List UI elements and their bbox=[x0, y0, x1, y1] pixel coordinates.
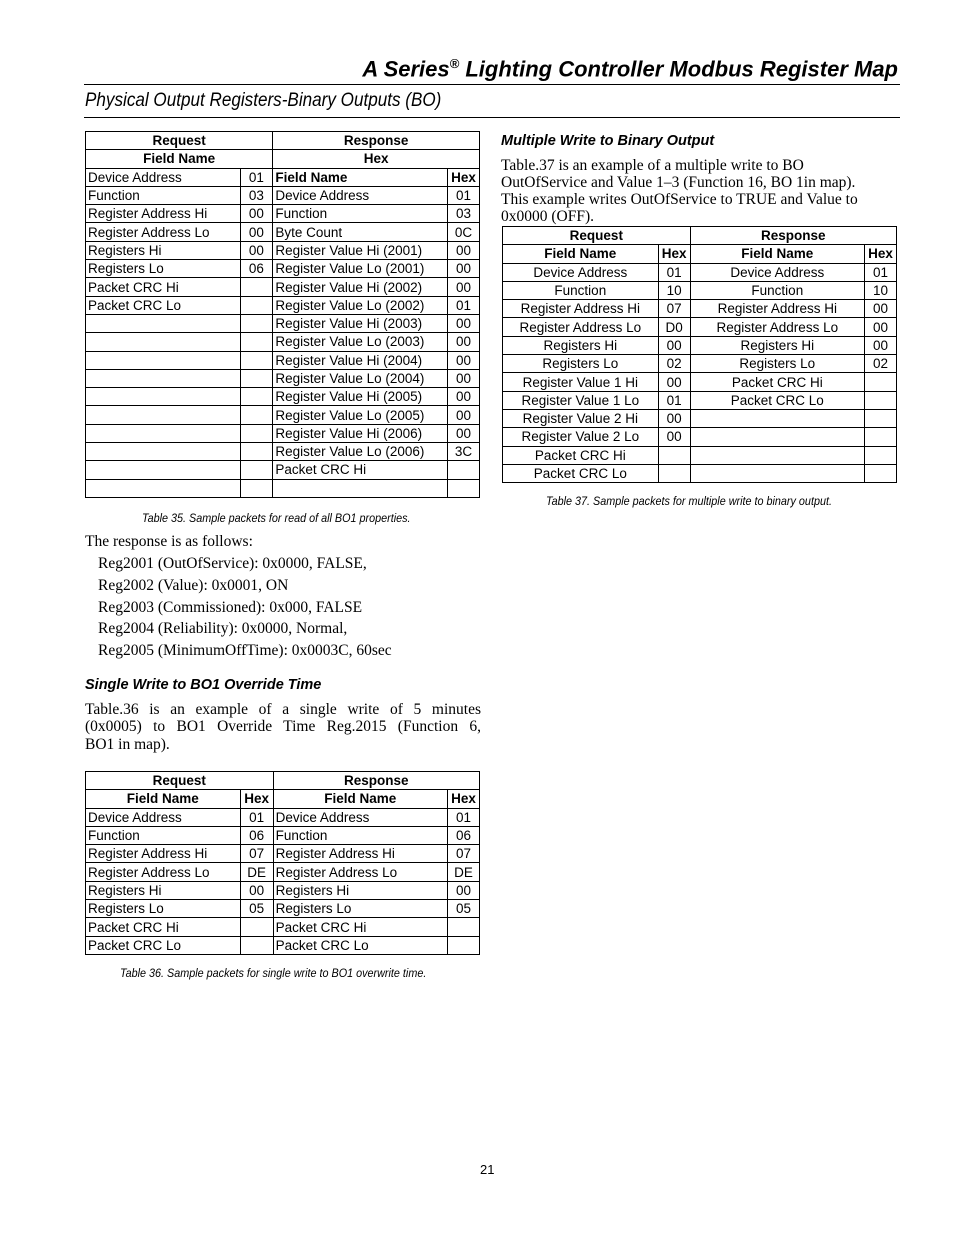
response-hex: 00 bbox=[448, 260, 480, 278]
response-hex: 00 bbox=[865, 336, 897, 354]
multiple-write-para-line: This example writes OutOfService to TRUE and Value to bbox=[501, 191, 858, 208]
hex-header: Hex bbox=[448, 790, 480, 808]
table-row bbox=[86, 278, 480, 296]
response-field-name: Register Value Hi (2001) bbox=[273, 241, 448, 259]
request-field-name: Register Value 2 Hi bbox=[503, 409, 659, 427]
response-hex: 00 bbox=[448, 406, 480, 424]
request-field-name: Registers Lo bbox=[86, 260, 241, 278]
response-field-name: Device Address bbox=[273, 808, 447, 826]
request-hex bbox=[240, 278, 273, 296]
response-field-name: Registers Lo bbox=[273, 900, 447, 918]
response-field-name: Register Value Hi (2005) bbox=[273, 388, 448, 406]
registered-mark: ® bbox=[449, 56, 460, 71]
request-hex bbox=[240, 479, 273, 497]
response-hex bbox=[865, 391, 897, 409]
response-hex: 00 bbox=[448, 369, 480, 387]
table-row bbox=[86, 826, 480, 844]
request-field-name: Register Address Hi bbox=[86, 845, 241, 863]
response-hex bbox=[865, 373, 897, 391]
response-hex: 06 bbox=[448, 826, 480, 844]
request-field-name: Registers Hi bbox=[503, 336, 659, 354]
response-field-name: Register Address Hi bbox=[690, 300, 864, 318]
request-hex: 01 bbox=[658, 391, 690, 409]
table-row bbox=[86, 918, 480, 936]
request-field-name: Register Address Lo bbox=[86, 863, 241, 881]
request-hex: DE bbox=[240, 863, 273, 881]
response-field-name: Packet CRC Lo bbox=[273, 936, 447, 954]
table-row bbox=[86, 314, 480, 332]
response-field-name: Packet CRC Hi bbox=[690, 373, 864, 391]
response-field-name: Register Value Lo (2003) bbox=[273, 333, 448, 351]
response-hex bbox=[865, 409, 897, 427]
response-field-name: Register Value Lo (2004) bbox=[273, 369, 448, 387]
request-field-name: Device Address bbox=[86, 168, 241, 186]
field-name-header: Field Name bbox=[86, 790, 241, 808]
response-field-name: Registers Hi bbox=[273, 881, 447, 899]
request-field-name: Register Address Lo bbox=[86, 223, 241, 241]
request-field-name: Register Value 1 Hi bbox=[503, 373, 659, 391]
section-rule bbox=[84, 117, 900, 118]
table-row bbox=[86, 186, 480, 204]
table-row bbox=[86, 443, 480, 461]
response-hex bbox=[865, 428, 897, 446]
response-header: Response bbox=[690, 227, 896, 245]
hex-header: Hex bbox=[240, 790, 273, 808]
table-row bbox=[86, 406, 480, 424]
request-hex: 00 bbox=[240, 241, 273, 259]
response-field-name: Packet CRC Lo bbox=[690, 391, 864, 409]
request-hex bbox=[240, 388, 273, 406]
response-hex: 3C bbox=[448, 443, 480, 461]
request-hex: 00 bbox=[658, 373, 690, 391]
request-field-name: Device Address bbox=[86, 808, 241, 826]
table-row bbox=[503, 336, 897, 354]
request-hex: 01 bbox=[658, 263, 690, 281]
request-hex: 01 bbox=[240, 168, 273, 186]
response-hex: 00 bbox=[865, 300, 897, 318]
table-row bbox=[503, 446, 897, 464]
request-hex bbox=[658, 464, 690, 482]
response-hex: 00 bbox=[448, 424, 480, 442]
request-hex: 06 bbox=[240, 826, 273, 844]
page-number: 21 bbox=[480, 1162, 495, 1177]
request-field-name: Register Address Lo bbox=[503, 318, 659, 336]
table-row bbox=[503, 464, 897, 482]
table-row bbox=[86, 900, 480, 918]
table-row bbox=[86, 205, 480, 223]
response-line: Reg2004 (Reliability): 0x0000, Normal, bbox=[98, 620, 348, 637]
request-hex: 00 bbox=[240, 223, 273, 241]
field-name-header: Field Name bbox=[690, 245, 864, 263]
request-hex: D0 bbox=[658, 318, 690, 336]
single-write-heading: Single Write to BO1 Override Time bbox=[85, 677, 322, 693]
response-hex bbox=[448, 936, 480, 954]
multiple-write-para-line: OutOfService and Value 1–3 (Function 16, BO 1in map). bbox=[501, 174, 856, 191]
response-field-name: Packet CRC Hi bbox=[273, 918, 447, 936]
response-hex: 00 bbox=[448, 314, 480, 332]
response-line: Reg2002 (Value): 0x0001, ON bbox=[98, 577, 289, 594]
single-write-para-line: (0x0005) to BO1 Override Time Reg.2015 (Function 6, bbox=[85, 718, 481, 735]
request-hex: 03 bbox=[240, 186, 273, 204]
response-field-name: Function bbox=[690, 281, 864, 299]
response-hex: 01 bbox=[448, 808, 480, 826]
request-hex bbox=[240, 424, 273, 442]
response-field-name bbox=[273, 479, 448, 497]
request-hex bbox=[240, 296, 273, 314]
response-hex: 10 bbox=[865, 281, 897, 299]
single-write-para-line: Table.36 is an example of a single write of 5 minutes bbox=[85, 701, 481, 718]
response-field-name: Register Value Lo (2002) bbox=[273, 296, 448, 314]
table-row bbox=[86, 808, 480, 826]
hex-header: Hex bbox=[865, 245, 897, 263]
table-row bbox=[86, 479, 480, 497]
request-field-name: Packet CRC Lo bbox=[503, 464, 659, 482]
request-field-name: Register Address Hi bbox=[86, 205, 241, 223]
response-field-name: Register Value Hi (2004) bbox=[273, 351, 448, 369]
request-hex: 00 bbox=[658, 336, 690, 354]
table-row bbox=[86, 936, 480, 954]
response-hex bbox=[448, 918, 480, 936]
request-hex bbox=[240, 461, 273, 479]
table-row bbox=[503, 263, 897, 281]
request-hex bbox=[658, 446, 690, 464]
request-field-name: Registers Hi bbox=[86, 881, 241, 899]
response-hex: 00 bbox=[865, 318, 897, 336]
request-field-name: Register Address Hi bbox=[503, 300, 659, 318]
request-field-name: Packet CRC Lo bbox=[86, 936, 241, 954]
request-field-name: Registers Lo bbox=[503, 355, 659, 373]
request-hex: 02 bbox=[658, 355, 690, 373]
response-hex: 00 bbox=[448, 388, 480, 406]
table-row bbox=[503, 373, 897, 391]
request-field-name bbox=[86, 333, 241, 351]
response-field-name: Byte Count bbox=[273, 223, 448, 241]
field-name-header: Field Name bbox=[86, 150, 273, 168]
table-row bbox=[86, 333, 480, 351]
response-hex: 03 bbox=[448, 205, 480, 223]
table-36-caption: Table 36. Sample packets for single write to BO1 overwrite time. bbox=[120, 966, 427, 980]
response-field-name: Packet CRC Hi bbox=[273, 461, 448, 479]
table-row bbox=[86, 388, 480, 406]
table-row bbox=[86, 424, 480, 442]
response-hex: 01 bbox=[448, 186, 480, 204]
request-hex: 07 bbox=[658, 300, 690, 318]
request-hex bbox=[240, 443, 273, 461]
request-field-name bbox=[86, 351, 241, 369]
request-field-name: Registers Hi bbox=[86, 241, 241, 259]
response-hex bbox=[865, 464, 897, 482]
response-hex: 05 bbox=[448, 900, 480, 918]
table-row bbox=[503, 300, 897, 318]
response-hex: 0C bbox=[448, 223, 480, 241]
response-line: Reg2001 (OutOfService): 0x0000, FALSE, bbox=[98, 555, 367, 572]
request-field-name bbox=[86, 314, 241, 332]
response-line: Reg2005 (MinimumOffTime): 0x0003C, 60sec bbox=[98, 642, 392, 659]
request-field-name: Register Value 2 Lo bbox=[503, 428, 659, 446]
title-rule bbox=[84, 84, 900, 85]
request-field-name bbox=[86, 443, 241, 461]
single-write-para-line: BO1 in map). bbox=[85, 736, 170, 753]
request-field-name bbox=[86, 388, 241, 406]
response-header: Response bbox=[273, 772, 479, 790]
table-row bbox=[503, 428, 897, 446]
response-hex: 02 bbox=[865, 355, 897, 373]
table-row bbox=[86, 168, 480, 186]
table-row bbox=[86, 461, 480, 479]
request-field-name: Packet CRC Hi bbox=[503, 446, 659, 464]
request-header: Request bbox=[86, 772, 274, 790]
response-hex: Hex bbox=[448, 168, 480, 186]
request-field-name bbox=[86, 406, 241, 424]
request-hex bbox=[240, 351, 273, 369]
request-hex: 00 bbox=[658, 428, 690, 446]
response-hex bbox=[865, 446, 897, 464]
response-field-name: Registers Hi bbox=[690, 336, 864, 354]
response-field-name: Registers Lo bbox=[690, 355, 864, 373]
table-row bbox=[86, 863, 480, 881]
request-field-name bbox=[86, 461, 241, 479]
table-row bbox=[503, 318, 897, 336]
hex-header: Hex bbox=[273, 150, 480, 168]
request-header: Request bbox=[86, 132, 273, 150]
request-hex: 00 bbox=[240, 881, 273, 899]
response-hex: 00 bbox=[448, 333, 480, 351]
response-field-name: Register Value Lo (2001) bbox=[273, 260, 448, 278]
request-hex: 07 bbox=[240, 845, 273, 863]
response-hex bbox=[448, 461, 480, 479]
table-row bbox=[86, 845, 480, 863]
request-hex: 06 bbox=[240, 260, 273, 278]
response-intro: The response is as follows: bbox=[85, 533, 253, 550]
response-field-name: Function bbox=[273, 826, 447, 844]
request-field-name: Function bbox=[86, 186, 241, 204]
request-field-name: Packet CRC Hi bbox=[86, 918, 241, 936]
table-row bbox=[86, 351, 480, 369]
request-field-name: Function bbox=[503, 281, 659, 299]
response-field-name: Register Value Hi (2003) bbox=[273, 314, 448, 332]
field-name-header: Field Name bbox=[503, 245, 659, 263]
response-field-name bbox=[690, 464, 864, 482]
table-37-caption: Table 37. Sample packets for multiple write to binary output. bbox=[546, 494, 832, 508]
request-field-name bbox=[86, 369, 241, 387]
request-hex: 01 bbox=[240, 808, 273, 826]
request-field-name bbox=[86, 479, 241, 497]
table-row bbox=[503, 391, 897, 409]
response-line: Reg2003 (Commissioned): 0x000, FALSE bbox=[98, 599, 363, 616]
field-name-header: Field Name bbox=[273, 790, 447, 808]
multiple-write-para-line: 0x0000 (OFF). bbox=[501, 208, 595, 225]
table-row bbox=[503, 281, 897, 299]
multiple-write-para-line: Table.37 is an example of a multiple write to BO bbox=[501, 157, 804, 174]
multiple-write-heading: Multiple Write to Binary Output bbox=[501, 133, 715, 149]
table-row bbox=[503, 355, 897, 373]
table-36 bbox=[85, 771, 480, 955]
response-hex: 01 bbox=[865, 263, 897, 281]
request-hex: 00 bbox=[658, 409, 690, 427]
response-field-name: Register Value Hi (2002) bbox=[273, 278, 448, 296]
response-field-name: Function bbox=[273, 205, 448, 223]
request-hex bbox=[240, 918, 273, 936]
table-row bbox=[86, 296, 480, 314]
response-field-name: Device Address bbox=[690, 263, 864, 281]
response-hex: 01 bbox=[448, 296, 480, 314]
table-37 bbox=[502, 226, 897, 483]
response-field-name: Register Address Lo bbox=[273, 863, 447, 881]
response-hex: 07 bbox=[448, 845, 480, 863]
request-field-name: Packet CRC Lo bbox=[86, 296, 241, 314]
table-35 bbox=[85, 131, 480, 498]
request-field-name: Register Value 1 Lo bbox=[503, 391, 659, 409]
table-row bbox=[86, 223, 480, 241]
table-35-caption: Table 35. Sample packets for read of all BO1 properties. bbox=[142, 511, 411, 525]
table-row bbox=[86, 881, 480, 899]
request-hex: 05 bbox=[240, 900, 273, 918]
request-hex bbox=[240, 406, 273, 424]
request-field-name: Registers Lo bbox=[86, 900, 241, 918]
response-hex bbox=[448, 479, 480, 497]
request-field-name: Packet CRC Hi bbox=[86, 278, 241, 296]
response-field-name: Register Value Lo (2006) bbox=[273, 443, 448, 461]
request-field-name: Device Address bbox=[503, 263, 659, 281]
response-field-name bbox=[690, 409, 864, 427]
response-field-name: Device Address bbox=[273, 186, 448, 204]
request-hex bbox=[240, 333, 273, 351]
table-row bbox=[86, 241, 480, 259]
request-hex: 00 bbox=[240, 205, 273, 223]
request-field-name bbox=[86, 424, 241, 442]
response-field-name: Register Address Lo bbox=[690, 318, 864, 336]
request-hex bbox=[240, 369, 273, 387]
hex-header: Hex bbox=[658, 245, 690, 263]
response-hex: 00 bbox=[448, 278, 480, 296]
page-title: A Series® Lighting Controller Modbus Register Map bbox=[362, 56, 898, 82]
response-hex: 00 bbox=[448, 241, 480, 259]
request-header: Request bbox=[503, 227, 691, 245]
request-hex: 10 bbox=[658, 281, 690, 299]
section-title: Physical Output Registers-Binary Outputs (BO) bbox=[85, 90, 442, 111]
response-field-name bbox=[690, 446, 864, 464]
request-field-name: Function bbox=[86, 826, 241, 844]
request-hex bbox=[240, 314, 273, 332]
response-hex: 00 bbox=[448, 351, 480, 369]
response-header: Response bbox=[273, 132, 480, 150]
table-row bbox=[503, 409, 897, 427]
response-field-name: Register Value Hi (2006) bbox=[273, 424, 448, 442]
table-row bbox=[86, 369, 480, 387]
response-hex: DE bbox=[448, 863, 480, 881]
response-field-name: Register Value Lo (2005) bbox=[273, 406, 448, 424]
response-field-name bbox=[690, 428, 864, 446]
response-field-name: Register Address Hi bbox=[273, 845, 447, 863]
response-field-name: Field Name bbox=[273, 168, 448, 186]
request-hex bbox=[240, 936, 273, 954]
response-hex: 00 bbox=[448, 881, 480, 899]
table-row bbox=[86, 260, 480, 278]
